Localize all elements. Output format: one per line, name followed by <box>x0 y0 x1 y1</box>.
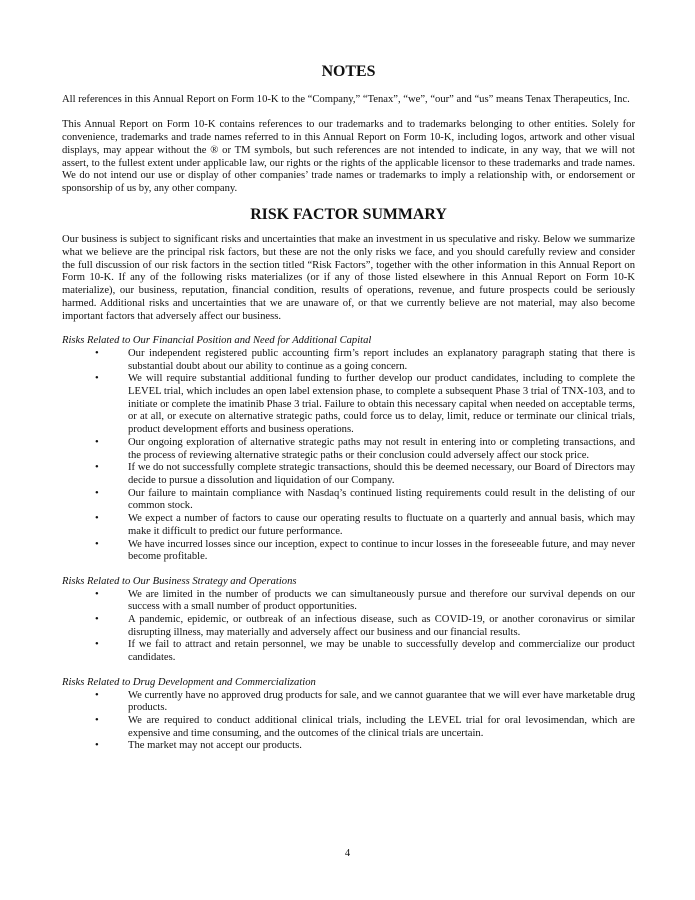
page-number: 4 <box>344 848 351 859</box>
bullet-icon: • <box>95 689 99 701</box>
notes-heading: NOTES <box>321 63 376 80</box>
list-item <box>62 740 635 753</box>
strategy-risk-list <box>62 589 635 665</box>
list-item-text: We currently have no approved drug products for sale, and we cannot guarantee that we will ever have marketable drug products. <box>128 689 635 714</box>
section-title-financial: Risks Related to Our Financial Position and Need for Additional Capital <box>62 335 372 347</box>
list-item-text: We are required to conduct additional clinical trials, including the LEVEL trial for oral levosimendan, which are expensive and time consuming, and the outcomes of the clinical trials are uncertain. <box>128 714 635 739</box>
list-item-text: A pandemic, epidemic, or outbreak of an infectious disease, such as COVID-19, or another coronavirus or similar disrupting illness, may materially and adversely affect our business and our financial results. <box>128 614 635 638</box>
section-title-strategy: Risks Related to Our Business Strategy and Operations <box>62 575 297 587</box>
bullet-icon: • <box>95 373 99 385</box>
list-item-text: Our ongoing exploration of alternative strategic paths may not result in entering into or completing transactions, and the process of reviewing alternative strategic paths or their conclusion could adversely affect our stock price. <box>128 436 635 461</box>
list-item <box>62 539 635 564</box>
list-item <box>62 513 635 538</box>
list-item-text: Our independent registered public accounting firm’s report includes an explanatory paragraph stating that there is substantial doubt about our ability to continue as a going concern. <box>128 347 635 372</box>
bullet-icon: • <box>95 513 99 525</box>
list-item-text: Our failure to maintain compliance with Nasdaq’s continued listing requirements could result in the delisting of our common stock. <box>128 487 635 512</box>
list-item-text: We will require substantial additional funding to further develop our product candidates, including to complete the LEVEL trial, which includes an open label extension phase, to complete a subsequent Phase 3 trial of TNX-103, and to initiate or complete the imatinib Phase 3 trial. Failure to obtain this necessary capital when needed on acceptable terms, or at all, or execute on alternative strategic paths, could force us to delay, limit, reduce or terminate our clinical trials, product development efforts and business operations. <box>128 373 635 436</box>
list-item <box>62 488 635 513</box>
list-item-text: If we do not successfully complete strategic transactions, should this be deemed necessary, our Board of Directors may decide to pursue a dissolution and liquidation of our Company. <box>128 462 635 486</box>
bullet-icon: • <box>95 462 99 474</box>
bullet-icon: • <box>95 538 99 550</box>
list-item <box>62 715 635 740</box>
notes-paragraph: This Annual Report on Form 10-K contains references to our trademarks and to trademarks belonging to other entities. Solely for convenience, trademarks and trade names referred to in this Annual Report on Form 10-K, including logos, artwork and other visual displays, may appear without the ® or TM symbols, but such references are not intended to indicate, in any way, that we will not assert, to the fullest extent under applicable law, our rights or the rights of the applicable licensor to these trademarks and trade names. We do not intend our use or display of other companies’ trade names or trademarks to imply a relationship with, or endorsement or sponsorship of us by, any other company. <box>62 119 635 194</box>
financial-risk-list <box>62 348 635 564</box>
list-item-text: If we fail to attract and retain personnel, we may be unable to successfully develop and commercialize our product candidates. <box>128 639 635 664</box>
list-item-text: The market may not accept our products. <box>128 740 302 752</box>
list-item <box>62 462 635 487</box>
risk-summary-heading: RISK FACTOR SUMMARY <box>250 205 447 223</box>
list-item <box>62 348 635 373</box>
list-item-text: We are limited in the number of products we can simultaneously pursue and therefore our survival depends on our success with a small number of product opportunities. <box>128 588 635 613</box>
list-item-text: We have incurred losses since our inception, expect to continue to incur losses in the foreseeable future, and may never become profitable. <box>128 538 635 563</box>
bullet-icon: • <box>95 436 99 448</box>
list-item <box>62 690 635 715</box>
list-item <box>62 614 635 639</box>
bullet-icon: • <box>95 639 99 651</box>
list-item <box>62 437 635 462</box>
bullet-icon: • <box>95 740 99 752</box>
list-item <box>62 373 635 437</box>
list-item-text: We expect a number of factors to cause our operating results to fluctuate on a quarterly and annual basis, which may make it difficult to predict our future performance. <box>128 513 635 537</box>
list-item <box>62 589 635 614</box>
notes-paragraph: All references in this Annual Report on Form 10-K to the “Company,” “Tenax”, “we”, “our” and “us” means Tenax Therapeutics, Inc. <box>62 93 630 105</box>
section-title-drug-development: Risks Related to Drug Development and Commercialization <box>62 676 316 688</box>
bullet-icon: • <box>95 614 99 626</box>
bullet-icon: • <box>95 487 99 499</box>
bullet-icon: • <box>95 714 99 726</box>
bullet-icon: • <box>95 347 99 359</box>
bullet-icon: • <box>95 588 99 600</box>
page-content <box>62 63 635 753</box>
drug-development-risk-list <box>62 690 635 754</box>
list-item <box>62 639 635 664</box>
risk-summary-intro: Our business is subject to significant risks and uncertainties that make an investment in us speculative and risky. Below we summarize what we believe are the principal risk factors, but these are not the only risks we face, and you should carefully review and consider the full discussion of our risk factors in the section titled “Risk Factors”, together with the other information in this Annual Report on Form 10-K. If any of the following risks materializes (or if any of those listed elsewhere in this Annual Report on Form 10-K materialize), our business, reputation, financial condition, results of operations, revenue, and future prospects could be seriously harmed. Additional risks and uncertainties that we are unaware of, or that we currently believe are not material, may also become important factors that adversely affect our business. <box>62 234 635 322</box>
